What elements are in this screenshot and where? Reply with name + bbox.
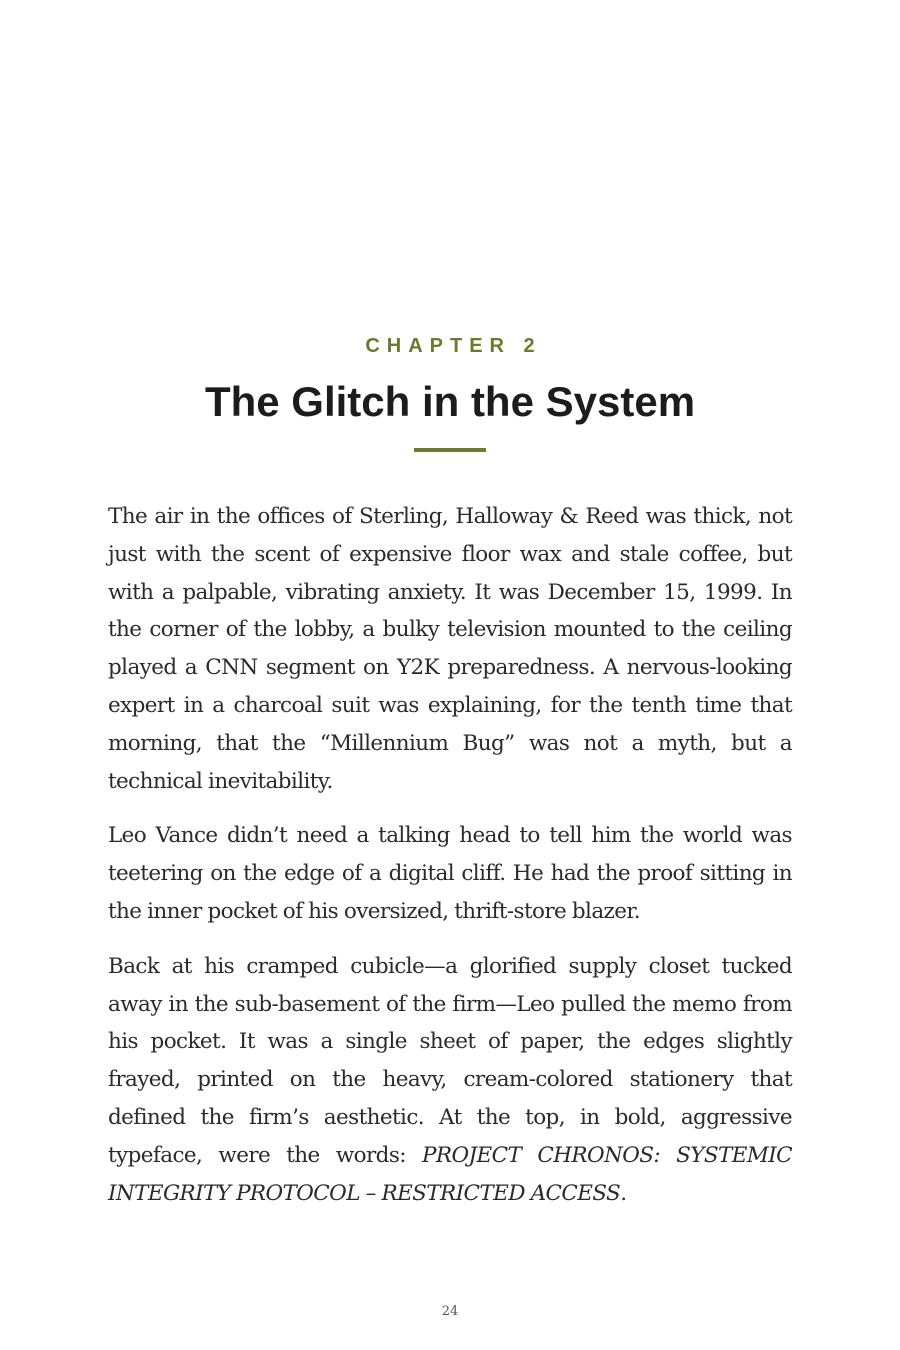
paragraph-2: Leo Vance didn’t need a talking head to tell him the world was teetering on the edge of a digital cliff. He had the proof sitting in the inner pocket of his oversized, thrift-store blazer. <box>108 823 792 924</box>
page-number: 24 <box>441 1304 459 1319</box>
chapter-body <box>108 498 792 1229</box>
chapter-title: The Glitch in the System <box>204 378 696 425</box>
paragraph-3-end: . <box>620 1180 627 1206</box>
paragraph-3-text: Back at his cramped cubicle—a glorified supply closet tucked away in the sub-basement of the firm—Leo pulled the memo from his pocket. It was a single sheet of paper, the edges slightly frayed, printed on the heavy, cream-colored stationery that defined the firm’s aesthetic. At the top, in bold, aggressive typeface, were the words: <box>108 953 792 1168</box>
memo-title-italic: PROJECT CHRONOS: SYSTEMIC INTEGRITY PROTOCOL – RESTRICTED ACCESS <box>108 1142 792 1206</box>
chapter-label: CHAPTER 2 <box>365 335 542 357</box>
paragraph-3 <box>108 948 792 1213</box>
title-divider <box>414 448 486 452</box>
paragraph-1: The air in the offices of Sterling, Halloway & Reed was thick, not just with the scent of expensive floor wax and stale coffee, but with a palpable, vibrating anxiety. It was December 15, 1999. In the corner of the lobby, a bulky television mounted to the ceiling played a CNN segment on Y2K preparedness. A nervous-looking expert in a charcoal suit was explaining, for the tenth time that morning, that the “Millennium Bug” was not a myth, but a technical inevitability. <box>108 504 792 794</box>
